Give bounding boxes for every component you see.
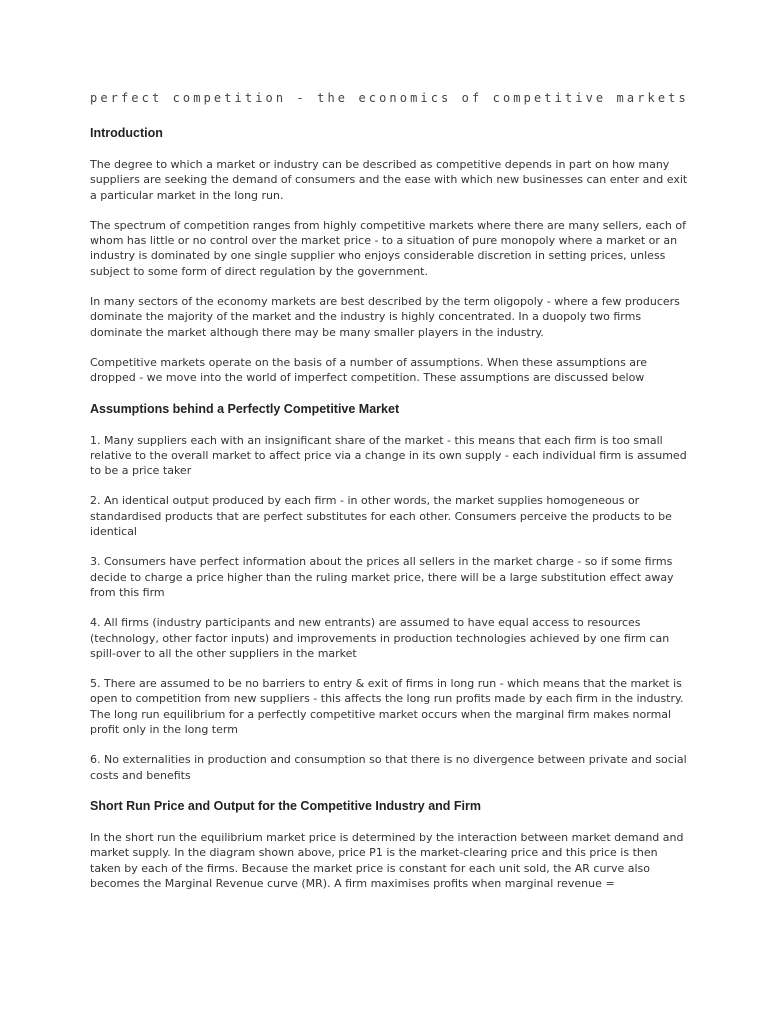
paragraph: In many sectors of the economy markets are best described by the term oligopoly - where a few producers dominate the majority of the market and the industry is highly concentrated. In a duopoly two firms dominate the market although there may be many smaller players in the industry. xyxy=(90,295,680,339)
assumption-item: 6. No externalities in production and consumption so that there is no divergence between private and social costs and benefits xyxy=(90,753,687,782)
paragraph: Competitive markets operate on the basis of a number of assumptions. When these assumptions are dropped - we move into the world of imperfect competition. These assumptions are discussed below xyxy=(90,355,648,385)
section-heading-introduction: Introduction xyxy=(90,126,163,140)
section-assumptions xyxy=(90,401,690,783)
paragraph: The degree to which a market or industry can be described as competitive depends in part on how many suppliers are seeking the demand of consumers and the ease with which new businesses can enter and exit a particular market in the long run. xyxy=(90,158,688,202)
document-title: perfect competition - the economics of competitive markets xyxy=(90,91,689,105)
assumption-item: 2. An identical output produced by each firm - in other words, the market supplies homogeneous or standardised products that are perfect substitutes for each other. Consumers perceive the products to be identical xyxy=(90,494,672,539)
assumption-item: 1. Many suppliers each with an insignificant share of the market - this means that each firm is too small relative to the overall market to affect price via a change in its own supply - each individual firm is assumed to be a price taker xyxy=(90,433,687,478)
section-short-run xyxy=(90,798,690,891)
assumption-item: 4. All firms (industry participants and new entrants) are assumed to have equal access to resources (technology, other factor inputs) and improvements in production technologies achieved by one firm can spill-over to all the other suppliers in the market xyxy=(90,616,670,660)
paragraph: The spectrum of competition ranges from highly competitive markets where there are many sellers, each of whom has little or no control over the market price - to a situation of pure monopoly where a market or an industry is dominated by one single supplier who enjoys considerable discretion in setting prices, unless subject to some form of direct regulation by the government. xyxy=(90,218,687,278)
section-heading-short-run: Short Run Price and Output for the Competitive Industry and Firm xyxy=(90,798,481,813)
paragraph: In the short run the equilibrium market price is determined by the interaction between market demand and market supply. In the diagram shown above, price P1 is the market-clearing price and this price is then taken by each of the firms. Because the market price is constant for each unit sold, the AR curve also becomes the Marginal Revenue curve (MR). A firm maximises profits when marginal revenue = xyxy=(90,830,684,890)
assumption-item: 5. There are assumed to be no barriers to entry & exit of firms in long run - which means that the market is open to competition from new suppliers - this affects the long run profits made by each firm in the industry. The long run equilibrium for a perfectly competitive market occurs when the marginal firm makes normal profit only in the long term xyxy=(90,677,684,737)
section-heading-assumptions: Assumptions behind a Perfectly Competitive Market xyxy=(90,401,400,416)
section-introduction xyxy=(90,125,690,386)
document-page xyxy=(90,90,690,906)
assumption-item: 3. Consumers have perfect information about the prices all sellers in the market charge - so if some firms decide to charge a price higher than the ruling market price, there will be a large substitution effect away from this firm xyxy=(90,555,674,599)
